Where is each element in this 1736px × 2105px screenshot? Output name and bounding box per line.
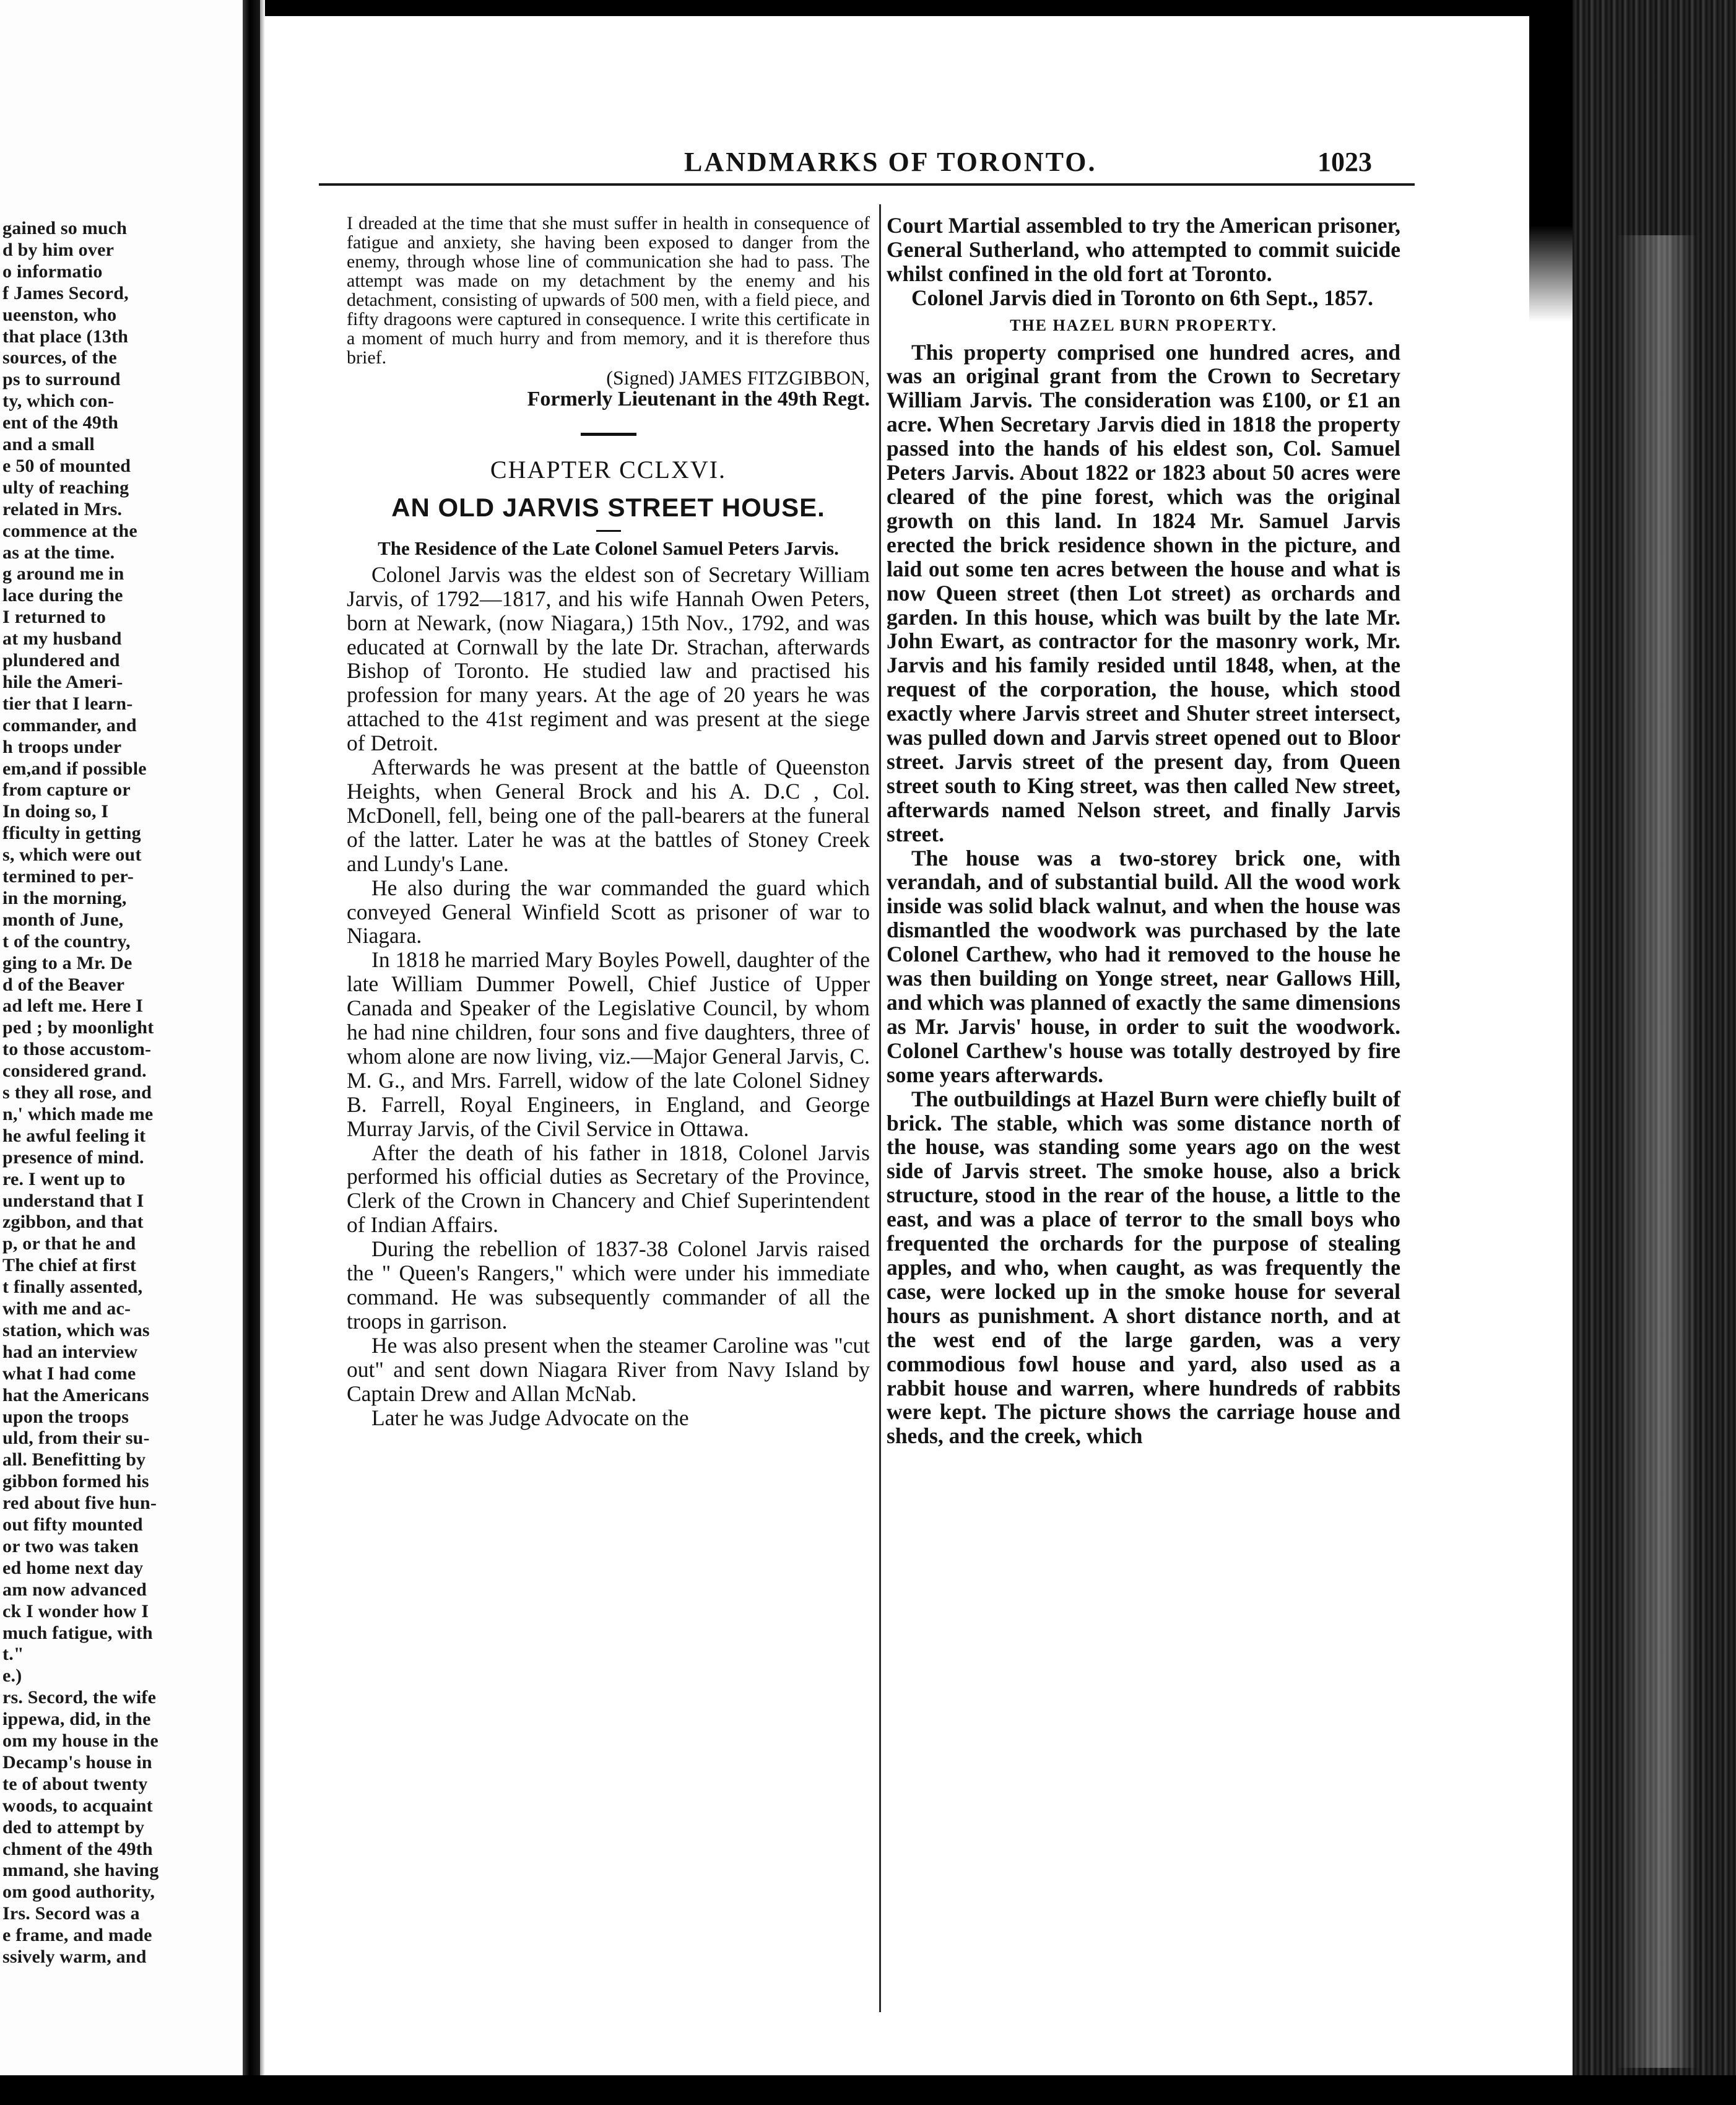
article-paragraph: After the death of his father in 1818, Colonel Jarvis performed his official duties as Secretary of the Province, Clerk of the Crown in Chancery and Chief Superintendent of Indian Affairs. [347, 1140, 870, 1238]
column-divider [879, 204, 881, 2012]
previous-page-line: plundered and [2, 650, 120, 671]
previous-page-line: t finally assented, [2, 1277, 143, 1298]
article-paragraph: In 1818 he married Mary Boyles Powell, daughter of the late William Dummer Powell, Chief Justice of Upper Canada and Speaker of the Legislative Council, by whom he had nine children, four sons and five daughters, three of whom alone are now living, viz.—Major General Jarvis, C. M. G., and Mrs. Farrell, widow of the late Colonel Sidney B. Farrell, Royal Engineers, in England, and George Murray Jarvis, of the Civil Service in Ottawa. [347, 947, 870, 1141]
previous-page-line: p, or that he and [2, 1233, 136, 1254]
previous-page-line: ad left me. Here I [2, 996, 144, 1017]
previous-page-line: ped ; by moonlight [2, 1017, 154, 1038]
chapter-number: CHAPTER CCLXVI. [490, 456, 727, 484]
article-paragraph: This property comprised one hundred acres, and was an original grant from the Crown to Secretary William Jarvis. The consideration was £100, or £1 an acre. When Secretary Jarvis died in 1818 the property passed into the hands of his eldest son, Col. Samuel Peters Jarvis. About 1822 or 1823 about 50 acres were cleared of the pine forest, which was the original growth on this land. In 1824 Mr. Samuel Jarvis erected the brick residence shown in the picture, and laid out some ten acres between the house and what is now Queen street (then Lot street) as orchards and garden. In this house, which was built by the late Mr. John Ewart, as contractor for the masonry work, Mr. Jarvis and his family resided until 1848, when, at the request of the corporation, the house, which stood exactly where Jarvis street and Shuter street intersect, was pulled down and Jarvis street opened out to Bloor street. Jarvis street of the present day, from Queen street south to King street, was then called New street, afterwards named Nelson street, and finally Jarvis street. [887, 339, 1400, 846]
previous-page-line: much fatigue, with [2, 1622, 153, 1643]
chapter-title: AN OLD JARVIS STREET HOUSE. [391, 492, 825, 522]
previous-page-line: at my husband [2, 628, 122, 649]
previous-page-line: understand that I [2, 1190, 144, 1211]
previous-page-line: termined to per- [2, 866, 134, 887]
article-paragraph: Court Martial assembled to try the American prisoner, General Sutherland, who attempted to commit suicide whilst confined in the old fort at Toronto. [887, 213, 1400, 286]
running-header-title: LANDMARKS OF TORONTO. [684, 147, 1097, 177]
previous-page-line: ed home next day [2, 1557, 144, 1578]
previous-page-line: month of June, [2, 909, 124, 930]
previous-page-line: ulty of reaching [2, 477, 129, 498]
previous-page-line: ck I wonder how I [2, 1600, 149, 1621]
previous-page-line: om good authority, [2, 1881, 155, 1903]
previous-page-line: out fifty mounted [2, 1514, 143, 1535]
previous-page-line: rs. Secord, the wife [2, 1687, 157, 1708]
previous-page-line: mmand, she having [2, 1860, 159, 1881]
previous-page-line: station, which was [2, 1319, 150, 1340]
previous-page-line: all. Benefitting by [2, 1449, 146, 1470]
previous-page-line: chment of the 49th [2, 1838, 153, 1859]
previous-page-line: woods, to acquaint [2, 1795, 153, 1816]
previous-page-line: ueenston, who [2, 304, 117, 325]
previous-page-line: t of the country, [2, 931, 131, 952]
previous-page-line: t." [2, 1644, 24, 1665]
previous-page-line: zgibbon, and that [2, 1212, 144, 1233]
right-column [887, 214, 1400, 1448]
previous-page-line: e.) [2, 1665, 22, 1686]
previous-page-line: gained so much [2, 218, 128, 238]
previous-page-line: related in Mrs. [2, 498, 123, 519]
article-paragraph: Colonel Jarvis died in Toronto on 6th Sept., 1857. [911, 285, 1373, 310]
previous-page-line: s, which were out [2, 844, 142, 866]
previous-page-line: ent of the 49th [2, 412, 119, 433]
previous-page-line: considered grand. [2, 1061, 147, 1082]
previous-page-line: f James Secord, [2, 282, 129, 303]
scan-bottom-border [0, 2075, 1736, 2105]
previous-page-line: ded to attempt by [2, 1816, 145, 1838]
section-subhead: THE HAZEL BURN PROPERTY. [1010, 316, 1277, 334]
previous-page-line: presence of mind. [2, 1147, 144, 1168]
chapter-subtitle: The Residence of the Late Colonel Samuel Peters Jarvis. [378, 537, 839, 559]
previous-page-line: he awful feeling it [2, 1125, 146, 1146]
article-paragraph: The outbuildings at Hazel Burn were chiefly built of brick. The stable, which was some distance north of the house, was standing some years ago on the west side of Jarvis street. The smoke house, also a brick structure, stood in the rear of the house, a little to the east, and was a place of terror to the small boys who frequented the orchards for the purpose of stealing apples, and who, when caught, as was frequently the case, were locked up in the smoke house for several hours as punishment. A short distance north, and at the west end of the large garden, was a very commodious fowl house and yard, also used as a rabbit house and warren, where hundreds of rabbits were kept. The picture shows the carriage house and sheds, and the creek, which [887, 1086, 1400, 1449]
previous-page-line: e 50 of mounted [2, 455, 131, 476]
page-edges-highlight [1616, 235, 1696, 2068]
previous-page-line: re. I went up to [2, 1168, 126, 1189]
previous-page-line: that place (13th [2, 326, 129, 347]
previous-page-line: o informatio [2, 261, 103, 282]
article-paragraph: Later he was Judge Advocate on the [371, 1405, 689, 1430]
previous-page-line: e frame, and made [2, 1925, 152, 1946]
article-paragraph: The house was a two-storey brick one, with verandah, and of substantial build. All the wood work inside was solid black walnut, and when the house was dismantled the woodwork was purchased by the late Colonel Carthew, who had it removed to the house he was then building on Yonge street, near Gallows Hill, and which was planned of exactly the same dimensions as Mr. Jarvis' house, in order to suit the woodwork. Colonel Carthew's house was totally destroyed by fire some years afterwards. [887, 845, 1400, 1087]
previous-page-line: h troops under [2, 736, 122, 757]
previous-page-line: to those accustom- [2, 1039, 152, 1060]
previous-page-line: s they all rose, and [2, 1082, 152, 1103]
previous-page-line: gibbon formed his [2, 1471, 149, 1492]
previous-page-line: In doing so, I [2, 801, 109, 822]
previous-page-line: hat the Americans [2, 1384, 149, 1405]
previous-page-line: Decamp's house in [2, 1751, 152, 1773]
previous-page-line: upon the troops [2, 1406, 129, 1427]
previous-page-line: ssively warm, and [2, 1947, 147, 1967]
previous-page-line: lace during the [2, 585, 123, 606]
previous-page-line: te of about twenty [2, 1773, 148, 1794]
previous-page-line: ty, which con- [2, 391, 115, 412]
previous-page-line: as at the time. [2, 542, 115, 563]
previous-page-line: in the morning, [2, 887, 127, 908]
previous-page-line: from capture or [2, 779, 131, 801]
article-paragraph: Afterwards he was present at the battle of Queenston Heights, when General Brock and his A. D.C , Col. McDonell, fell, being one of the pall-bearers at the funeral of the latter. Later he was at the battles of Stoney Creek and Lundy's Lane. [347, 755, 870, 876]
article-paragraph: He was also present when the steamer Caroline was "cut out" and sent down Niagara River from Navy Island by Captain Drew and Allan McNab. [347, 1332, 870, 1406]
previous-page-line: commence at the [2, 520, 137, 541]
previous-page-line: commander, and [2, 714, 137, 736]
letter-signature: (Signed) JAMES FITZGIBBON, [606, 367, 870, 389]
page-number: 1023 [1317, 147, 1372, 177]
article-paragraph: Colonel Jarvis was the eldest son of Secretary William Jarvis, of 1792—1817, and his wife Hannah Owen Peters, born at Newark, (now Niagara,) 15th Nov., 1792, and was educated at Cornwall by the late Dr. Strachan, afterwards Bishop of Toronto. He studied law and practised his profession for many years. At the age of 20 years he was attached to the 41st regiment and was present at the siege of Detroit. [347, 562, 870, 756]
previous-page-line: fficulty in getting [2, 823, 141, 844]
previous-page-column [0, 0, 257, 2105]
previous-page-line: had an interview [2, 1341, 138, 1362]
previous-page-line: am now advanced [2, 1579, 147, 1600]
article-paragraph: He also during the war commanded the guard which conveyed General Winfield Scott as prisoner of war to Niagara. [347, 875, 870, 948]
previous-page-line: om my house in the [2, 1730, 158, 1751]
previous-page-line: what I had come [2, 1363, 136, 1384]
book-spine-gutter [243, 0, 260, 2105]
previous-page-line: hile the Ameri- [2, 671, 123, 692]
previous-page-line: n,' which made me [2, 1103, 154, 1124]
previous-page-line: The chief at first [2, 1255, 137, 1276]
previous-page-line: with me and ac- [2, 1298, 131, 1319]
previous-page-line: tier that I learn- [2, 693, 133, 714]
title-divider [596, 530, 621, 532]
fitzgibbon-letter-text: I dreaded at the time that she must suffer in health in consequence of fatigue and anxiety, she having been exposed to danger from the enemy, through whose line of communication she had to pass. The attempt was made on my detachment by the enemy and his detachment, consisting of upwards of 500 men, with a field piece, and fifty dragoons were captured in consequence. I write this certificate in a moment of much hurry and from memory, and it is therefore thus brief. [347, 213, 870, 368]
article-paragraph: During the rebellion of 1837-38 Colonel Jarvis raised the " Queen's Rangers," which were under his immediate command. He was subsequently commander of all the troops in garrison. [347, 1236, 870, 1334]
letter-signature-title: Formerly Lieutenant in the 49th Regt. [527, 388, 870, 410]
previous-page-line: em,and if possible [2, 758, 147, 779]
previous-page-line: ippewa, did, in the [2, 1709, 151, 1730]
previous-page-line: d of the Beaver [2, 974, 125, 995]
previous-page-line: I returned to [2, 607, 106, 628]
previous-page-line: and a small [2, 434, 95, 454]
previous-page-line: g around me in [2, 563, 124, 584]
previous-page-line: Irs. Secord was a [2, 1903, 140, 1924]
previous-page-line: uld, from their su- [2, 1428, 150, 1449]
previous-page-line: red about five hun- [2, 1493, 157, 1514]
header-rule [319, 183, 1415, 186]
previous-page-line: ps to surround [2, 369, 121, 390]
previous-page-line: sources, of the [2, 347, 117, 368]
previous-page-line: ging to a Mr. De [2, 952, 132, 973]
previous-page-line: d by him over [2, 239, 115, 260]
section-divider [581, 433, 636, 436]
middle-column [347, 214, 870, 1430]
previous-page-line: or two was taken [2, 1535, 139, 1556]
gutter-shadow [260, 0, 265, 2105]
